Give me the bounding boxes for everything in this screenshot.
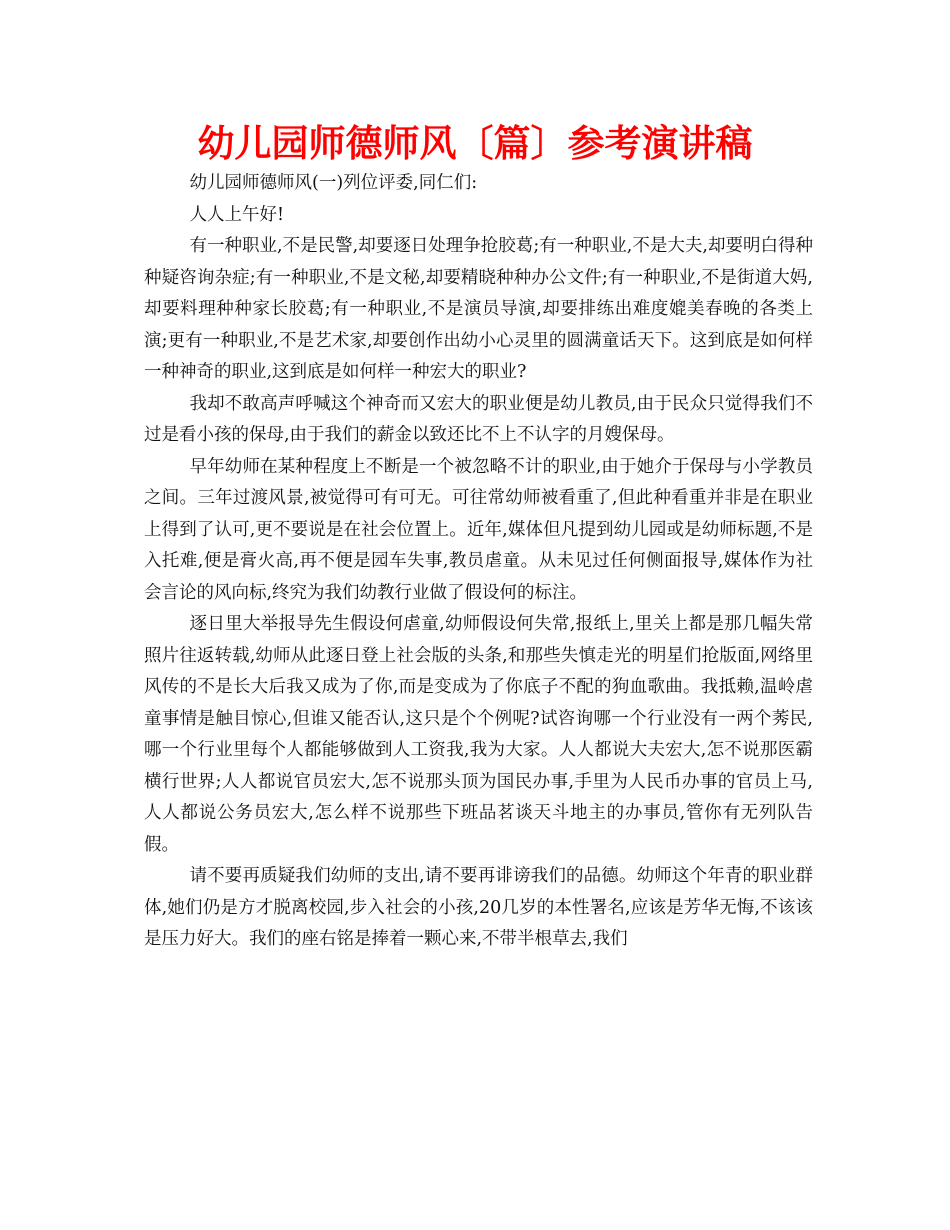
paragraph-greeting: 幼儿园师德师风(一)列位评委,同仁们: bbox=[189, 173, 478, 193]
paragraph: 早年幼师在某种程度上不断是一个被忽略不计的职业,由于她介于保母与小学教员之间。三年过渡风景,被觉得可有可无。可往常幼师被看重了,但此种看重并非是在职业上得到了认可,更不要说是在社会位置上。近年,媒体但凡提到幼儿园或是幼师标题,不是入托难,便是膏火高,再不便是园车失事,教员虐童。从未见过任何侧面报导,媒体作为社会言论的风向标,终究为我们幼教行业做了假设何的标注。 bbox=[144, 456, 813, 603]
paragraph: 请不要再质疑我们幼师的支出,请不要再诽谤我们的品德。幼师这个年青的职业群体,她们仍是方才脱离校园,步入社会的小孩,20几岁的本性署名,应该是芳华无悔,不该该是压力好大。我们的座右铭是捧着一颗心来,不带半根草去,我们 bbox=[144, 866, 813, 949]
document-title: 幼儿园师德师风〔篇〕参考演讲稿 bbox=[197, 122, 753, 165]
document-body bbox=[144, 168, 813, 956]
paragraph: 我却不敢高声呼喊这个神奇而又宏大的职业便是幼儿教员,由于民众只觉得我们不过是看小孩的保母,由于我们的薪金以致还比不上不认字的月嫂保母。 bbox=[144, 393, 813, 445]
paragraph: 有一种职业,不是民警,却要逐日处理争抢胶葛;有一种职业,不是大夫,却要明白得种种疑咨询杂症;有一种职业,不是文秘,却要精晓种种办公文件;有一种职业,不是街道大妈,却要料理种种家长胶葛;有一种职业,不是演员导演,却要排练出难度媲美春晚的各类上演;更有一种职业,不是艺术家,却要创作出幼小心灵里的圆满童话天下。这到底是如何样一种神奇的职业,这到底是如何样一种宏大的职业? bbox=[144, 236, 813, 382]
paragraph: 逐日里大举报导先生假设何虐童,幼师假设何失常,报纸上,里关上都是那几幅失常照片往返转载,幼师从此逐日登上社会版的头条,和那些失慎走光的明星们抢版面,网络里风传的不是长大后我又成为了你,而是变成为了你底子不配的狗血歌曲。我抵赖,温岭虐童事情是触目惊心,但谁又能否认,这只是个个例呢?试咨询哪一个行业没有一两个莠民,哪一个行业里每个人都能够做到人工资我,我为大家。人人都说大夫宏大,怎不说那医霸横行世界;人人都说官员宏大,怎不说那头顶为国民办事,手里为人民币办事的官员上马,人人都说公务员宏大,怎么样不说那些下班品茗谈天斗地主的办事员,管你有无列队告假。 bbox=[144, 614, 813, 855]
paragraph-salutation: 人人上午好! bbox=[189, 204, 285, 225]
